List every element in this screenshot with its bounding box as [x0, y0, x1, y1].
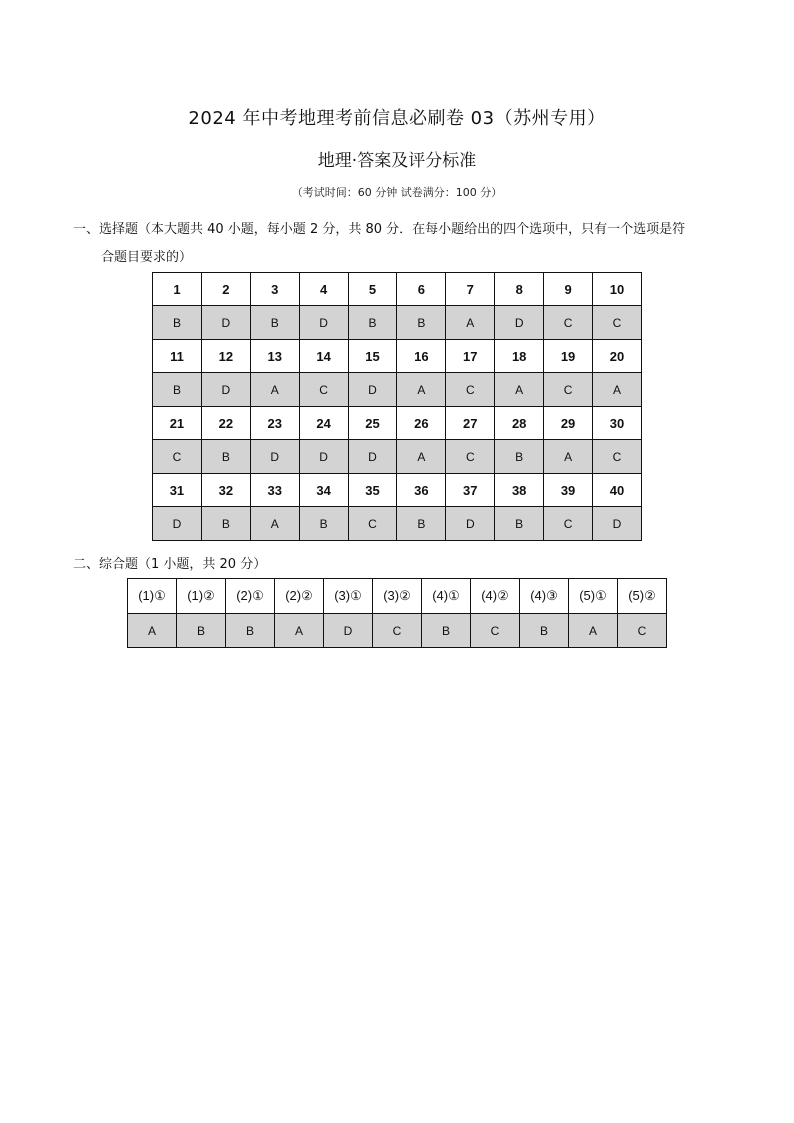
question-number-cell: (2)②	[275, 579, 324, 614]
table-row	[128, 579, 667, 614]
answer-cell: C	[373, 614, 422, 648]
answer-cell: C	[544, 373, 593, 407]
question-number-cell: 25	[348, 407, 397, 440]
question-number-cell: 33	[250, 474, 299, 507]
answer-cell: A	[593, 373, 642, 407]
answer-cell: C	[618, 614, 667, 648]
answer-cell: B	[250, 306, 299, 340]
answer-cell: B	[153, 373, 202, 407]
answer-cell: A	[569, 614, 618, 648]
question-number-cell: 12	[201, 340, 250, 373]
question-number-cell: 9	[544, 273, 593, 306]
answer-cell: A	[446, 306, 495, 340]
question-number-cell: 13	[250, 340, 299, 373]
question-number-cell: 38	[495, 474, 544, 507]
question-number-cell: 2	[201, 273, 250, 306]
question-number-cell: (3)①	[324, 579, 373, 614]
section2-heading: 二、综合题（1 小题，共 20 分）	[73, 557, 267, 572]
section1-heading-line1: 一、选择题（本大题共 40 小题，每小题 2 分，共 80 分．在每小题给出的四个选项中，只有一个选项是符	[73, 222, 686, 237]
answer-cell: B	[348, 306, 397, 340]
question-number-cell: 32	[201, 474, 250, 507]
page-title: 2024 年中考地理考前信息必刷卷 03（苏州专用）	[188, 108, 606, 129]
question-number-cell: 23	[250, 407, 299, 440]
question-number-cell: 4	[299, 273, 348, 306]
answer-cell: A	[544, 440, 593, 474]
answer-cell: B	[201, 507, 250, 541]
comprehensive-answer-table	[127, 578, 667, 648]
question-number-cell: 18	[495, 340, 544, 373]
answer-cell: A	[250, 373, 299, 407]
question-number-cell: (5)②	[618, 579, 667, 614]
answer-cell: C	[593, 306, 642, 340]
question-number-cell: 28	[495, 407, 544, 440]
question-number-cell: 10	[593, 273, 642, 306]
answer-cell: B	[177, 614, 226, 648]
answer-cell: B	[422, 614, 471, 648]
question-number-cell: (2)①	[226, 579, 275, 614]
question-number-cell: 15	[348, 340, 397, 373]
answer-cell: C	[299, 373, 348, 407]
question-number-cell: 22	[201, 407, 250, 440]
answer-cell: D	[299, 306, 348, 340]
answer-cell: C	[446, 440, 495, 474]
table-row	[153, 474, 642, 507]
question-number-cell: 1	[153, 273, 202, 306]
exam-meta: （考试时间：60 分钟 试卷满分：100 分）	[291, 186, 503, 199]
page-subtitle: 地理·答案及评分标准	[317, 151, 477, 171]
answer-cell: B	[299, 507, 348, 541]
question-number-cell: 5	[348, 273, 397, 306]
answer-cell: B	[153, 306, 202, 340]
answer-cell: A	[128, 614, 177, 648]
table-row	[153, 273, 642, 306]
table-row	[153, 407, 642, 440]
question-number-cell: (5)①	[569, 579, 618, 614]
question-number-cell: 40	[593, 474, 642, 507]
question-number-cell: 14	[299, 340, 348, 373]
answer-cell: D	[348, 440, 397, 474]
question-number-cell: 16	[397, 340, 446, 373]
answer-cell: C	[544, 507, 593, 541]
question-number-cell: 37	[446, 474, 495, 507]
answer-cell: D	[201, 373, 250, 407]
answer-cell: D	[299, 440, 348, 474]
section1-heading	[73, 216, 733, 272]
question-number-cell: (1)①	[128, 579, 177, 614]
question-number-cell: 35	[348, 474, 397, 507]
question-number-cell: 3	[250, 273, 299, 306]
answer-cell: D	[250, 440, 299, 474]
question-number-cell: (4)③	[520, 579, 569, 614]
question-number-cell: (1)②	[177, 579, 226, 614]
answer-cell: C	[348, 507, 397, 541]
answer-cell: C	[153, 440, 202, 474]
question-number-cell: 34	[299, 474, 348, 507]
table-row	[153, 373, 642, 407]
table-row	[128, 614, 667, 648]
answer-cell: D	[446, 507, 495, 541]
table-row	[153, 340, 642, 373]
answer-cell: A	[397, 440, 446, 474]
section1-heading-line2: 合题目要求的）	[101, 250, 193, 265]
answer-cell: D	[593, 507, 642, 541]
answer-cell: D	[348, 373, 397, 407]
table-row	[153, 507, 642, 541]
question-number-cell: 6	[397, 273, 446, 306]
question-number-cell: 20	[593, 340, 642, 373]
question-number-cell: (4)①	[422, 579, 471, 614]
choice-answer-table	[152, 272, 642, 541]
question-number-cell: 26	[397, 407, 446, 440]
question-number-cell: 11	[153, 340, 202, 373]
question-number-cell: 21	[153, 407, 202, 440]
question-number-cell: 24	[299, 407, 348, 440]
question-number-cell: 31	[153, 474, 202, 507]
answer-cell: B	[226, 614, 275, 648]
table-row	[153, 306, 642, 340]
question-number-cell: 27	[446, 407, 495, 440]
question-number-cell: 8	[495, 273, 544, 306]
answer-cell: B	[397, 306, 446, 340]
question-number-cell: 30	[593, 407, 642, 440]
question-number-cell: 36	[397, 474, 446, 507]
answer-cell: A	[250, 507, 299, 541]
answer-cell: B	[495, 440, 544, 474]
answer-cell: D	[324, 614, 373, 648]
answer-cell: D	[153, 507, 202, 541]
question-number-cell: 17	[446, 340, 495, 373]
answer-cell: C	[544, 306, 593, 340]
answer-cell: D	[201, 306, 250, 340]
question-number-cell: 19	[544, 340, 593, 373]
answer-cell: A	[275, 614, 324, 648]
answer-cell: B	[397, 507, 446, 541]
question-number-cell: 7	[446, 273, 495, 306]
answer-cell: C	[593, 440, 642, 474]
question-number-cell: (3)②	[373, 579, 422, 614]
table-row	[153, 440, 642, 474]
answer-cell: C	[471, 614, 520, 648]
question-number-cell: 29	[544, 407, 593, 440]
answer-cell: B	[495, 507, 544, 541]
answer-cell: A	[397, 373, 446, 407]
question-number-cell: 39	[544, 474, 593, 507]
answer-cell: D	[495, 306, 544, 340]
answer-cell: B	[520, 614, 569, 648]
answer-cell: A	[495, 373, 544, 407]
answer-cell: B	[201, 440, 250, 474]
answer-cell: C	[446, 373, 495, 407]
question-number-cell: (4)②	[471, 579, 520, 614]
